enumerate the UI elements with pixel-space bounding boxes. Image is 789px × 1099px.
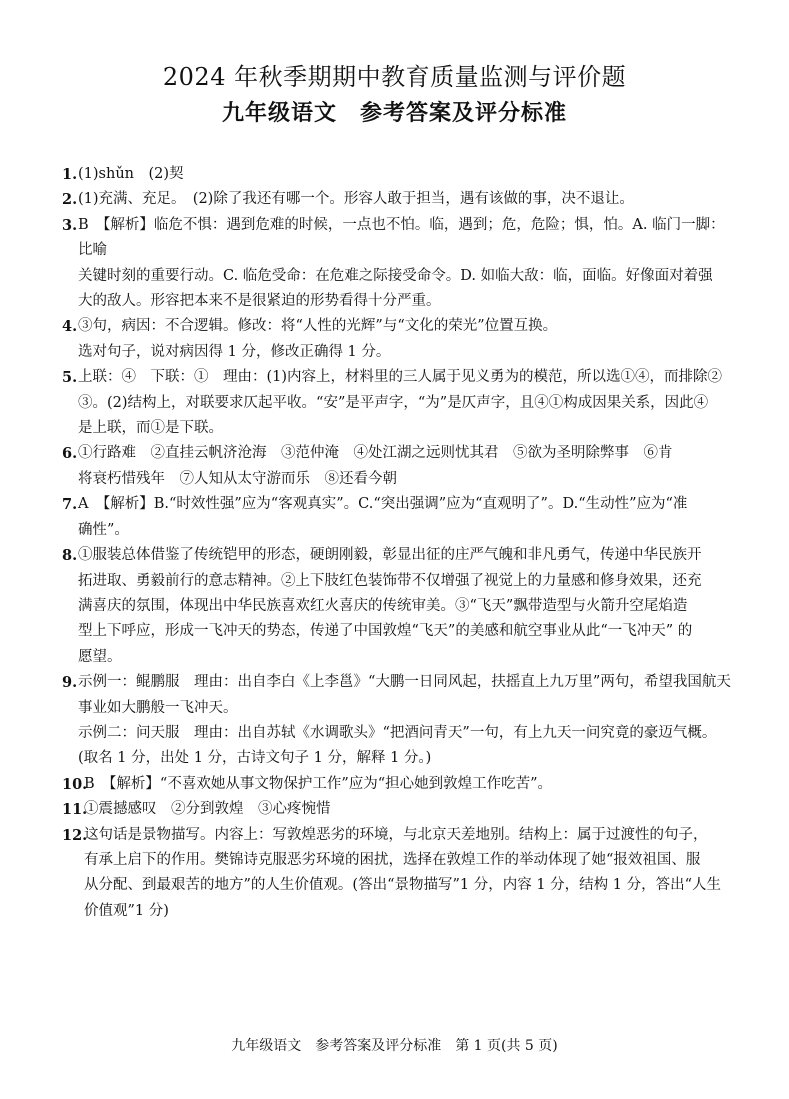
answer-item xyxy=(62,797,732,822)
answer-item xyxy=(62,314,732,365)
answer-line: 型上下呼应，形成一飞冲天的势态，传递了中国敦煌“飞天”的美感和航空事业从此“一飞冲天” 的 xyxy=(78,623,693,640)
answer-line: B 【解析】“不喜欢她从事文物保护工作”应为“担心她到敦煌工作吃苦”。 xyxy=(84,775,553,792)
answer-line: 从分配、到最艰苦的地方”的人生价值观。(答出“景物描写”1 分，内容 1 分，结构 1 分，答出“人生 xyxy=(84,877,722,894)
answer-number: 6. xyxy=(62,445,78,463)
answer-line: 这句话是景物描写。内容上：写敦煌恶劣的环境，与北京天差地别。结构上：属于过渡性的句子， xyxy=(84,826,708,843)
answer-line: 选对句子，说对病因得 1 分，修改正确得 1 分。 xyxy=(78,343,391,360)
answer-line: 将衰朽惜残年 ⑦人知从太守游而乐 ⑧还看今朝 xyxy=(78,470,397,487)
answer-line: 是上联，而①是下联。 xyxy=(78,420,223,437)
answer-item xyxy=(62,492,732,543)
answer-item xyxy=(62,213,732,315)
page-footer: 九年级语文 参考答案及评分标准 第 1 页(共 5 页) xyxy=(231,1038,558,1054)
answer-line: 上联：④ 下联：① 理由：(1)内容上，材料里的三人属于见义勇为的模范，所以选①④，而排除② xyxy=(78,369,723,386)
document-title: 2024 年秋季期期中教育质量监测与评价题 xyxy=(162,63,627,91)
answer-item xyxy=(62,823,732,925)
answer-number: 1. xyxy=(62,166,78,183)
answer-item xyxy=(62,365,732,441)
answer-line: 拓进取、勇毅前行的意志精神。②上下肢红色装饰带不仅增强了视觉上的力量感和修身效果，还充 xyxy=(78,572,702,589)
answer-line: 事业如大鹏般一飞冲天。 xyxy=(78,699,238,716)
answer-number: 7. xyxy=(62,496,78,514)
answer-number: 5. xyxy=(62,369,78,387)
answer-number: 8. xyxy=(62,547,78,565)
answer-list xyxy=(62,162,732,924)
answer-item xyxy=(62,162,732,187)
answer-line: (取名 1 分，出处 1 分，古诗文句子 1 分，解释 1 分。) xyxy=(78,750,432,767)
answer-number: 12. xyxy=(62,826,88,844)
answer-number: 11. xyxy=(62,801,88,819)
answer-line: 价值观”1 分) xyxy=(84,902,169,919)
answer-line: ①震撼感叹 ②分到敦煌 ③心疼惋惜 xyxy=(84,801,331,818)
answer-line: (1)充满、充足。 (2)除了我还有哪一个。形容人敢于担当，遇有该做的事，决不退让。 xyxy=(78,191,634,208)
answer-item xyxy=(62,187,732,212)
answer-item xyxy=(62,772,732,797)
answer-line: 示例二：问天服 理由：出自苏轼《水调歌头》“把酒问青天”一句，有上九天一问究竟的豪迈气概。 xyxy=(78,724,717,741)
document-subtitle: 九年级语文 参考答案及评分标准 xyxy=(221,100,567,126)
answer-line: ③。(2)结构上，对联要求仄起平收。“安”是平声字，“为”是仄声字，且④①构成因果关系，因此④ xyxy=(78,394,709,411)
answer-item xyxy=(62,670,732,772)
answer-line: 关键时刻的重要行动。C. 临危受命：在危难之际接受命令。D. 如临大敌：临，面临。好像面对着强 xyxy=(78,267,713,284)
answer-line: 满喜庆的氛围，体现出中华民族喜欢红火喜庆的传统审美。③“飞天”飘带造型与火箭升空尾焰造 xyxy=(78,597,688,614)
answer-line: ③句，病因：不合逻辑。修改：将“人性的光辉”与“文化的荣光”位置互换。 xyxy=(78,318,558,335)
answer-number: 2. xyxy=(62,191,78,209)
answer-line: 示例一：鲲鹏服 理由：出自李白《上李邕》“大鹏一日同风起，扶摇直上九万里”两句，希望我国航天 xyxy=(78,674,731,691)
answer-line: 有承上启下的作用。樊锦诗克服恶劣环境的困扰，选择在敦煌工作的举动体现了她“报效祖国、服 xyxy=(84,851,701,868)
answer-item xyxy=(62,441,732,492)
answer-line: ①服装总体借鉴了传统铠甲的形态，硬朗刚毅，彰显出征的庄严气魄和非凡勇气，传递中华民族开 xyxy=(78,547,702,564)
answer-number: 3. xyxy=(62,216,78,234)
answer-line: 确性”。 xyxy=(78,521,129,538)
answer-line: (1)shǔn (2)契 xyxy=(78,166,184,182)
answer-line: ①行路难 ②直挂云帆济沧海 ③范仲淹 ④处江湖之远则忧其君 ⑤欲为圣明除弊事 ⑥肯 xyxy=(78,445,673,462)
answer-line: B 【解析】临危不惧：遇到危难的时候，一点也不怕。临，遇到；危，危险；惧，怕。A. 临门一脚：比喻 xyxy=(78,216,725,259)
answer-line: A 【解析】B.“时效性强”应为“客观真实”。C.“突出强调”应为“直观明了”。D.“生动性”应为“准 xyxy=(78,496,688,513)
answer-number: 4. xyxy=(62,318,78,336)
answer-item xyxy=(62,543,732,670)
answer-number: 10. xyxy=(62,775,88,793)
answer-number: 9. xyxy=(62,674,78,692)
answer-line: 愿望。 xyxy=(78,648,122,665)
answer-line: 大的敌人。形容把本来不是很紧迫的形势看得十分严重。 xyxy=(78,293,441,310)
